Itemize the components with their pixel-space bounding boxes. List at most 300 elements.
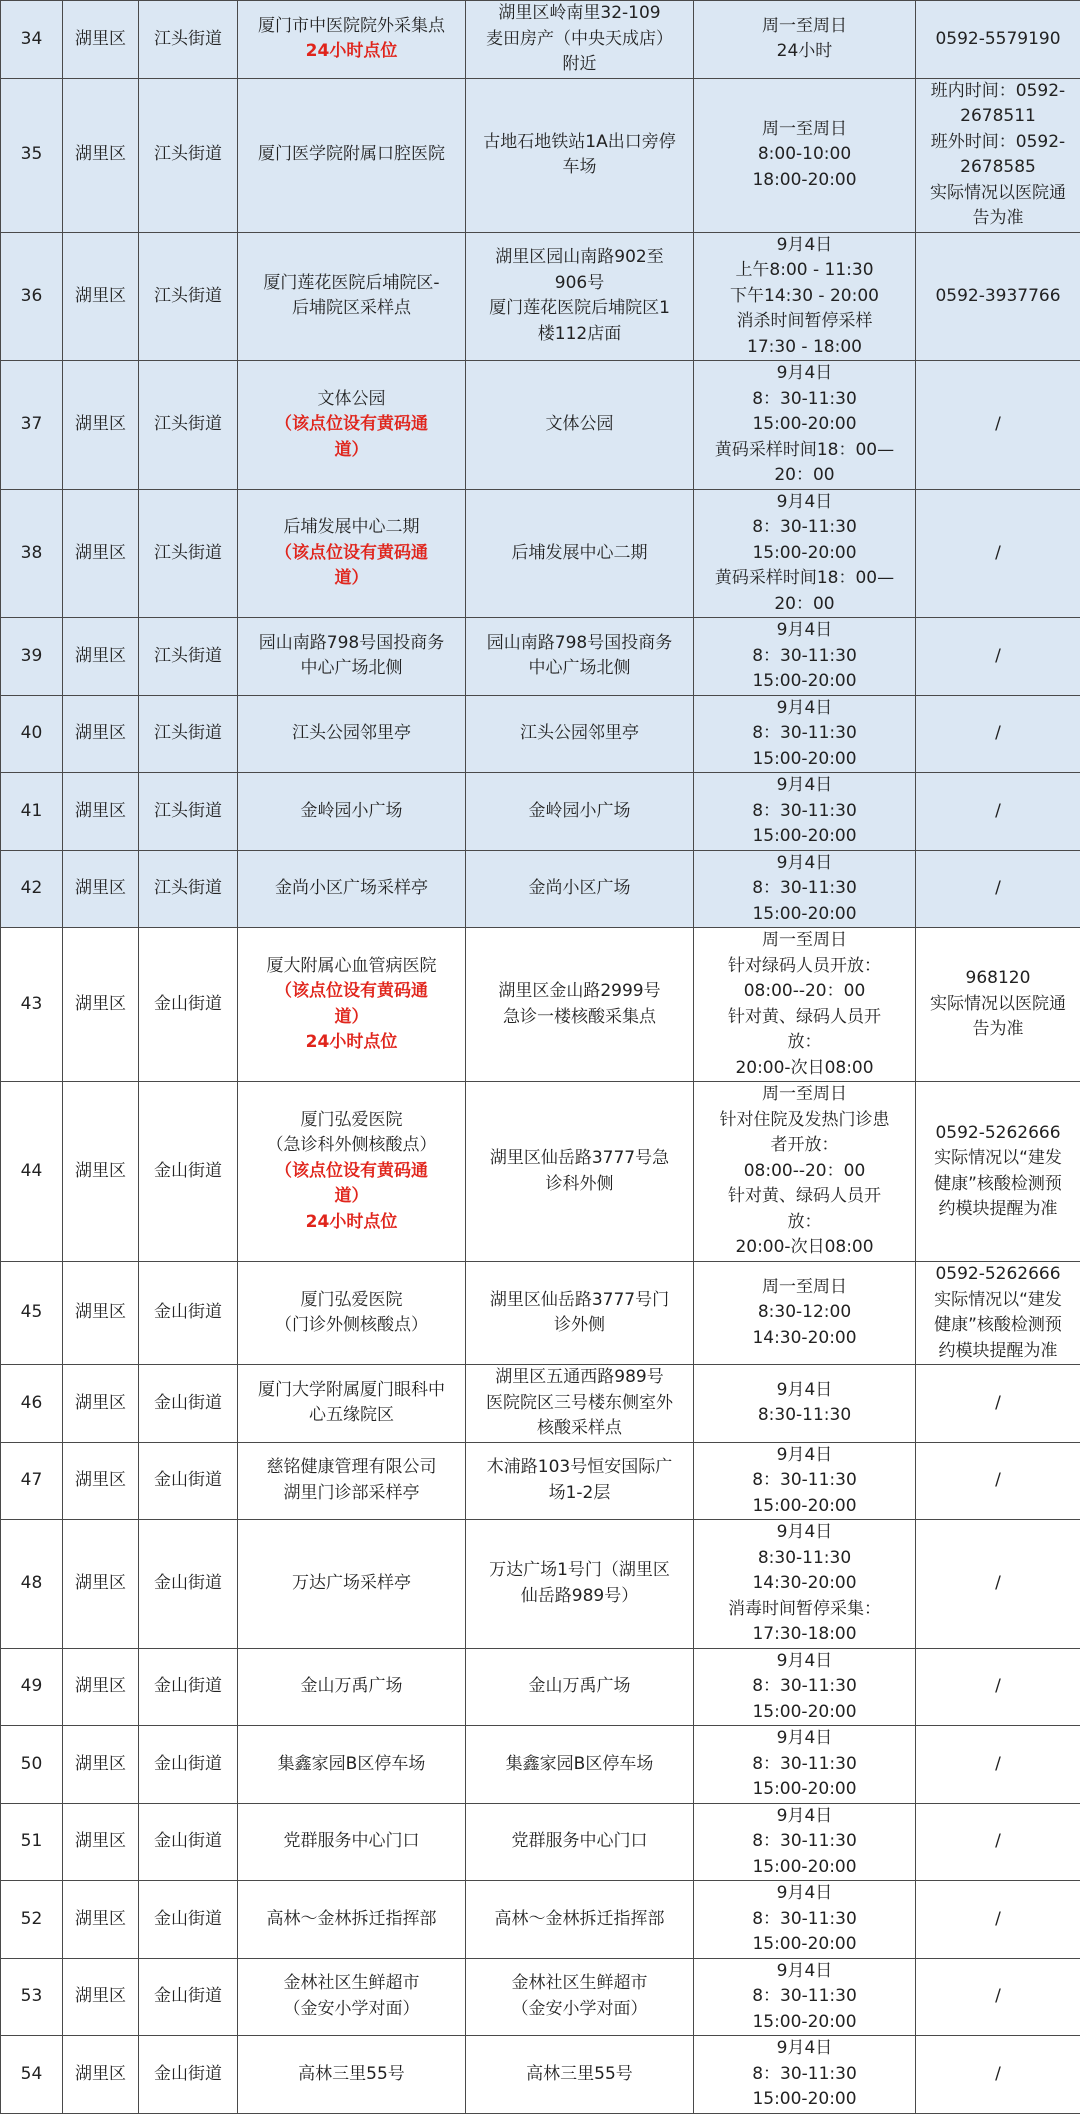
hours-cell-line: 8：30-11:30	[696, 876, 913, 902]
address-cell-line: 急诊一楼核酸采集点	[468, 1005, 691, 1031]
phone-cell-line: 约模块提醒为准	[918, 1339, 1078, 1365]
phone-cell-line: /	[918, 1391, 1078, 1417]
address-cell-line: 党群服务中心门口	[468, 1829, 691, 1855]
district-cell: 湖里区	[63, 489, 139, 618]
site-name-cell	[238, 1803, 466, 1881]
row-number: 50	[1, 1726, 63, 1804]
hours-cell-line: 14:30-20:00	[696, 1571, 913, 1597]
table-row	[1, 1648, 1080, 1726]
district-cell: 湖里区	[63, 1520, 139, 1649]
hours-cell	[694, 618, 916, 696]
phone-cell-line: /	[918, 2062, 1078, 2088]
hours-cell-line: 9月4日	[696, 1881, 913, 1907]
row-number: 39	[1, 618, 63, 696]
street-cell: 金山街道	[139, 2036, 238, 2114]
address-cell	[466, 1520, 694, 1649]
address-cell-line: 湖里区仙岳路3777号急	[468, 1146, 691, 1172]
address-cell	[466, 1958, 694, 2036]
phone-cell-line: 健康”核酸检测预	[918, 1172, 1078, 1198]
hours-cell-line: 20：00	[696, 463, 913, 489]
district-cell: 湖里区	[63, 850, 139, 928]
hours-cell-line: 8:00-10:00	[696, 142, 913, 168]
row-number: 40	[1, 695, 63, 773]
address-cell-line: 高林三里55号	[468, 2062, 691, 2088]
hours-cell	[694, 232, 916, 361]
address-cell-line: 集鑫家园B区停车场	[468, 1752, 691, 1778]
yellow-code-note: 24小时点位	[240, 1210, 463, 1236]
phone-cell-line: /	[918, 721, 1078, 747]
phone-cell-line: /	[918, 1907, 1078, 1933]
address-cell-line: 医院院区三号楼东侧室外	[468, 1391, 691, 1417]
phone-cell-line: 968120	[918, 966, 1078, 992]
phone-cell-line: 告为准	[918, 1017, 1078, 1043]
phone-cell	[916, 618, 1080, 696]
row-number: 47	[1, 1442, 63, 1520]
hours-cell-line: 消杀时间暂停采样	[696, 309, 913, 335]
site-name-cell-line: 文体公园	[240, 387, 463, 413]
site-name-cell-line: 厦门市中医院院外采集点	[240, 14, 463, 40]
yellow-code-note: 24小时点位	[240, 1030, 463, 1056]
address-cell-line: 古地石地铁站1A出口旁停	[468, 130, 691, 156]
hours-cell-line: 15:00-20:00	[696, 669, 913, 695]
hours-cell-line: 20:00-次日08:00	[696, 1235, 913, 1261]
hours-cell-line: 8：30-11:30	[696, 1674, 913, 1700]
site-name-cell-line: 后埔发展中心二期	[240, 515, 463, 541]
hours-cell-line: 18:00-20:00	[696, 168, 913, 194]
table-row	[1, 1262, 1080, 1365]
district-cell: 湖里区	[63, 928, 139, 1082]
yellow-code-note: 道）	[240, 566, 463, 592]
phone-cell	[916, 489, 1080, 618]
hours-cell-line: 9月4日	[696, 696, 913, 722]
address-cell-line: 金林社区生鲜超市	[468, 1971, 691, 1997]
row-number: 38	[1, 489, 63, 618]
address-cell-line: 诊外侧	[468, 1313, 691, 1339]
hours-cell-line: 20：00	[696, 592, 913, 618]
address-cell	[466, 78, 694, 232]
address-cell-line: 江头公园邻里亭	[468, 721, 691, 747]
district-cell: 湖里区	[63, 232, 139, 361]
hours-cell	[694, 850, 916, 928]
address-cell-line: 湖里区金山路2999号	[468, 979, 691, 1005]
address-cell-line: 诊科外侧	[468, 1172, 691, 1198]
site-name-cell	[238, 1442, 466, 1520]
hours-cell	[694, 78, 916, 232]
street-cell: 江头街道	[139, 695, 238, 773]
site-name-cell	[238, 1648, 466, 1726]
hours-cell-line: 针对住院及发热门诊患	[696, 1108, 913, 1134]
phone-cell-line: 0592-3937766	[918, 284, 1078, 310]
hours-cell	[694, 773, 916, 851]
district-cell: 湖里区	[63, 2036, 139, 2114]
table-row	[1, 618, 1080, 696]
phone-cell-line: 0592-5262666	[918, 1121, 1078, 1147]
district-cell: 湖里区	[63, 1726, 139, 1804]
hours-cell	[694, 2036, 916, 2114]
hours-cell	[694, 489, 916, 618]
district-cell: 湖里区	[63, 618, 139, 696]
hours-cell-line: 8：30-11:30	[696, 1829, 913, 1855]
phone-cell	[916, 361, 1080, 490]
address-cell	[466, 1803, 694, 1881]
address-cell-line: 文体公园	[468, 412, 691, 438]
site-name-cell	[238, 695, 466, 773]
row-number: 34	[1, 1, 63, 79]
hours-cell-line: 8：30-11:30	[696, 1984, 913, 2010]
address-cell-line: 园山南路798号国投商务	[468, 631, 691, 657]
row-number: 42	[1, 850, 63, 928]
phone-cell	[916, 1520, 1080, 1649]
site-name-cell-line: 心五缘院区	[240, 1403, 463, 1429]
phone-cell-line: 约模块提醒为准	[918, 1197, 1078, 1223]
street-cell: 江头街道	[139, 850, 238, 928]
hours-cell-line: 9月4日	[696, 490, 913, 516]
site-name-cell-line: 厦门大学附属厦门眼科中	[240, 1378, 463, 1404]
street-cell: 金山街道	[139, 1803, 238, 1881]
phone-cell-line: /	[918, 1829, 1078, 1855]
hours-cell-line: 8：30-11:30	[696, 1468, 913, 1494]
address-cell-line: 木浦路103号恒安国际广	[468, 1455, 691, 1481]
row-number: 37	[1, 361, 63, 490]
hours-cell-line: 8:30-12:00	[696, 1300, 913, 1326]
hours-cell-line: 9月4日	[696, 1959, 913, 1985]
hours-cell-line: 15:00-20:00	[696, 1777, 913, 1803]
address-cell	[466, 489, 694, 618]
site-name-cell	[238, 928, 466, 1082]
street-cell: 江头街道	[139, 773, 238, 851]
site-name-cell	[238, 1726, 466, 1804]
hours-cell-line: 放：	[696, 1210, 913, 1236]
street-cell: 金山街道	[139, 1262, 238, 1365]
hours-cell-line: 周一至周日	[696, 1082, 913, 1108]
address-cell-line: 万达广场1号门（湖里区	[468, 1558, 691, 1584]
table-body	[1, 1, 1080, 2114]
site-name-cell	[238, 1262, 466, 1365]
table-row	[1, 1442, 1080, 1520]
site-name-cell-line: 中心广场北侧	[240, 656, 463, 682]
address-cell	[466, 1365, 694, 1443]
hours-cell-line: 8：30-11:30	[696, 387, 913, 413]
hours-cell	[694, 1958, 916, 2036]
hours-cell-line: 黄码采样时间18：00—	[696, 438, 913, 464]
hours-cell-line: 9月4日	[696, 361, 913, 387]
phone-cell-line: /	[918, 876, 1078, 902]
hours-cell-line: 15:00-20:00	[696, 1932, 913, 1958]
phone-cell-line: 班内时间：0592-	[918, 79, 1078, 105]
site-name-cell-line: 高林～金林拆迁指挥部	[240, 1907, 463, 1933]
site-name-cell	[238, 773, 466, 851]
phone-cell	[916, 2036, 1080, 2114]
district-cell: 湖里区	[63, 1881, 139, 1959]
site-name-cell	[238, 618, 466, 696]
district-cell: 湖里区	[63, 1, 139, 79]
hours-cell-line: 8：30-11:30	[696, 644, 913, 670]
hours-cell-line: 放：	[696, 1030, 913, 1056]
hours-cell-line: 15:00-20:00	[696, 412, 913, 438]
address-cell-line: 场1-2层	[468, 1481, 691, 1507]
site-name-cell	[238, 489, 466, 618]
hours-cell-line: 9月4日	[696, 233, 913, 259]
row-number: 44	[1, 1082, 63, 1262]
address-cell-line: 金尚小区广场	[468, 876, 691, 902]
site-name-cell-line: 集鑫家园B区停车场	[240, 1752, 463, 1778]
table-row	[1, 1803, 1080, 1881]
hours-cell-line: 针对黄、绿码人员开	[696, 1005, 913, 1031]
address-cell	[466, 1262, 694, 1365]
address-cell-line: 楼112店面	[468, 322, 691, 348]
phone-cell-line: 0592-5262666	[918, 1262, 1078, 1288]
street-cell: 金山街道	[139, 1365, 238, 1443]
hours-cell-line: 15:00-20:00	[696, 541, 913, 567]
table-row	[1, 1, 1080, 79]
hours-cell-line: 20:00-次日08:00	[696, 1056, 913, 1082]
site-name-cell	[238, 1958, 466, 2036]
hours-cell-line: 15:00-20:00	[696, 2010, 913, 2036]
address-cell	[466, 1881, 694, 1959]
district-cell: 湖里区	[63, 1958, 139, 2036]
hours-cell-line: 针对黄、绿码人员开	[696, 1184, 913, 1210]
address-cell-line: 中心广场北侧	[468, 656, 691, 682]
table-row	[1, 1365, 1080, 1443]
phone-cell	[916, 1442, 1080, 1520]
address-cell-line: 后埔发展中心二期	[468, 541, 691, 567]
phone-cell-line: /	[918, 1984, 1078, 2010]
yellow-code-note: 24小时点位	[240, 39, 463, 65]
hours-cell-line: 8：30-11:30	[696, 1752, 913, 1778]
row-number: 35	[1, 78, 63, 232]
address-cell-line: 厦门莲花医院后埔院区1	[468, 296, 691, 322]
hours-cell-line: 周一至周日	[696, 928, 913, 954]
phone-cell-line: 健康”核酸检测预	[918, 1313, 1078, 1339]
site-name-cell-line: 万达广场采样亭	[240, 1571, 463, 1597]
street-cell: 江头街道	[139, 618, 238, 696]
hours-cell-line: 8:30-11:30	[696, 1403, 913, 1429]
site-name-cell-line: 党群服务中心门口	[240, 1829, 463, 1855]
phone-cell-line: 实际情况以医院通	[918, 181, 1078, 207]
site-name-cell-line: 江头公园邻里亭	[240, 721, 463, 747]
address-cell-line: 高林～金林拆迁指挥部	[468, 1907, 691, 1933]
table-row	[1, 78, 1080, 232]
phone-cell	[916, 1262, 1080, 1365]
hours-cell	[694, 361, 916, 490]
hours-cell-line: 周一至周日	[696, 117, 913, 143]
phone-cell-line: /	[918, 1468, 1078, 1494]
phone-cell	[916, 928, 1080, 1082]
address-cell	[466, 1726, 694, 1804]
phone-cell	[916, 695, 1080, 773]
phone-cell-line: /	[918, 412, 1078, 438]
table-row	[1, 695, 1080, 773]
phone-cell-line: /	[918, 541, 1078, 567]
table-row	[1, 1881, 1080, 1959]
address-cell	[466, 695, 694, 773]
site-name-cell	[238, 1881, 466, 1959]
hours-cell-line: 8：30-11:30	[696, 799, 913, 825]
address-cell-line: 湖里区五通西路989号	[468, 1365, 691, 1391]
site-name-cell-line: 后埔院区采样点	[240, 296, 463, 322]
hours-cell-line: 9月4日	[696, 1443, 913, 1469]
phone-cell-line: 2678511	[918, 104, 1078, 130]
site-name-cell-line: 厦门弘爱医院	[240, 1108, 463, 1134]
table-row	[1, 1082, 1080, 1262]
hours-cell-line: 9月4日	[696, 773, 913, 799]
address-cell-line: 湖里区园山南路902至	[468, 245, 691, 271]
hours-cell-line: 15:00-20:00	[696, 902, 913, 928]
hours-cell-line: 上午8:00 - 11:30	[696, 258, 913, 284]
phone-cell	[916, 232, 1080, 361]
hours-cell	[694, 1365, 916, 1443]
street-cell: 金山街道	[139, 1881, 238, 1959]
district-cell: 湖里区	[63, 1365, 139, 1443]
address-cell-line: 906号	[468, 271, 691, 297]
hours-cell-line: 24小时	[696, 39, 913, 65]
district-cell: 湖里区	[63, 1082, 139, 1262]
hours-cell-line: 9月4日	[696, 618, 913, 644]
table-row	[1, 773, 1080, 851]
district-cell: 湖里区	[63, 773, 139, 851]
phone-cell	[916, 78, 1080, 232]
hours-cell-line: 8：30-11:30	[696, 721, 913, 747]
hours-cell-line: 9月4日	[696, 851, 913, 877]
street-cell: 金山街道	[139, 928, 238, 1082]
hours-cell-line: 周一至周日	[696, 1275, 913, 1301]
address-cell	[466, 1442, 694, 1520]
hours-cell	[694, 1262, 916, 1365]
hours-cell-line: 者开放：	[696, 1133, 913, 1159]
address-cell	[466, 1648, 694, 1726]
address-cell-line: 车场	[468, 155, 691, 181]
row-number: 46	[1, 1365, 63, 1443]
table-row	[1, 2036, 1080, 2114]
row-number: 51	[1, 1803, 63, 1881]
address-cell-line: 仙岳路989号）	[468, 1584, 691, 1610]
street-cell: 江头街道	[139, 78, 238, 232]
phone-cell-line: 班外时间：0592-	[918, 130, 1078, 156]
phone-cell-line: /	[918, 799, 1078, 825]
phone-cell	[916, 1082, 1080, 1262]
phone-cell	[916, 1958, 1080, 2036]
street-cell: 江头街道	[139, 489, 238, 618]
district-cell: 湖里区	[63, 695, 139, 773]
site-name-cell-line: 金山万禹广场	[240, 1674, 463, 1700]
row-number: 49	[1, 1648, 63, 1726]
yellow-code-note: 道）	[240, 438, 463, 464]
address-cell	[466, 850, 694, 928]
hours-cell	[694, 1082, 916, 1262]
address-cell-line: （金安小学对面）	[468, 1997, 691, 2023]
phone-cell	[916, 1, 1080, 79]
address-cell-line: 金岭园小广场	[468, 799, 691, 825]
site-name-cell-line: 金林社区生鲜超市	[240, 1971, 463, 1997]
phone-cell-line: 实际情况以“建发	[918, 1288, 1078, 1314]
hours-cell	[694, 1, 916, 79]
district-cell: 湖里区	[63, 1803, 139, 1881]
site-name-cell	[238, 1, 466, 79]
table-row	[1, 850, 1080, 928]
address-cell-line: 湖里区仙岳路3777号门	[468, 1288, 691, 1314]
street-cell: 金山街道	[139, 1442, 238, 1520]
site-name-cell-line: 厦门莲花医院后埔院区-	[240, 271, 463, 297]
hours-cell-line: 消毒时间暂停采集：	[696, 1597, 913, 1623]
site-name-cell	[238, 1365, 466, 1443]
hours-cell-line: 08:00--20：00	[696, 979, 913, 1005]
site-name-cell-line: 厦门弘爱医院	[240, 1288, 463, 1314]
row-number: 36	[1, 232, 63, 361]
address-cell	[466, 232, 694, 361]
row-number: 54	[1, 2036, 63, 2114]
street-cell: 金山街道	[139, 1648, 238, 1726]
site-name-cell	[238, 232, 466, 361]
site-name-cell-line: （门诊外侧核酸点）	[240, 1313, 463, 1339]
address-cell-line: 附近	[468, 52, 691, 78]
hours-cell-line: 8:30-11:30	[696, 1546, 913, 1572]
street-cell: 金山街道	[139, 1520, 238, 1649]
phone-cell-line: 2678585	[918, 155, 1078, 181]
phone-cell-line: 实际情况以“建发	[918, 1146, 1078, 1172]
hours-cell-line: 8：30-11:30	[696, 2062, 913, 2088]
hours-cell	[694, 1442, 916, 1520]
district-cell: 湖里区	[63, 1262, 139, 1365]
hours-cell-line: 15:00-20:00	[696, 1700, 913, 1726]
address-cell	[466, 928, 694, 1082]
row-number: 53	[1, 1958, 63, 2036]
hours-cell-line: 17:30 - 18:00	[696, 335, 913, 361]
address-cell	[466, 618, 694, 696]
hours-cell	[694, 1648, 916, 1726]
table-row	[1, 1958, 1080, 2036]
site-name-cell	[238, 361, 466, 490]
phone-cell	[916, 850, 1080, 928]
street-cell: 金山街道	[139, 1726, 238, 1804]
address-cell-line: 核酸采样点	[468, 1416, 691, 1442]
yellow-code-note: 道）	[240, 1005, 463, 1031]
district-cell: 湖里区	[63, 78, 139, 232]
row-number: 43	[1, 928, 63, 1082]
address-cell-line: 金山万禹广场	[468, 1674, 691, 1700]
hours-cell-line: 8：30-11:30	[696, 515, 913, 541]
hours-cell-line: 下午14:30 - 20:00	[696, 284, 913, 310]
phone-cell	[916, 1803, 1080, 1881]
hours-cell	[694, 1726, 916, 1804]
hours-cell-line: 9月4日	[696, 1520, 913, 1546]
yellow-code-note: （该点位设有黄码通	[240, 412, 463, 438]
site-name-cell-line: 厦门医学院附属口腔医院	[240, 142, 463, 168]
site-name-cell-line: 园山南路798号国投商务	[240, 631, 463, 657]
phone-cell-line: 实际情况以医院通	[918, 992, 1078, 1018]
site-name-cell	[238, 1082, 466, 1262]
hours-cell-line: 9月4日	[696, 2036, 913, 2062]
site-name-cell	[238, 850, 466, 928]
street-cell: 江头街道	[139, 232, 238, 361]
hours-cell-line: 08:00--20：00	[696, 1159, 913, 1185]
hours-cell-line: 周一至周日	[696, 14, 913, 40]
phone-cell-line: /	[918, 1571, 1078, 1597]
yellow-code-note: （该点位设有黄码通	[240, 1159, 463, 1185]
table-row	[1, 928, 1080, 1082]
row-number: 41	[1, 773, 63, 851]
site-name-cell	[238, 2036, 466, 2114]
hours-cell	[694, 1520, 916, 1649]
hours-cell-line: 9月4日	[696, 1649, 913, 1675]
hours-cell-line: 黄码采样时间18：00—	[696, 566, 913, 592]
hours-cell-line: 15:00-20:00	[696, 1494, 913, 1520]
street-cell: 金山街道	[139, 1958, 238, 2036]
hours-cell-line: 9月4日	[696, 1804, 913, 1830]
address-cell-line: 麦田房产（中央天成店）	[468, 27, 691, 53]
hours-cell	[694, 1803, 916, 1881]
address-cell-line: 湖里区岭南里32-109	[468, 1, 691, 27]
hours-cell-line: 8：30-11:30	[696, 1907, 913, 1933]
